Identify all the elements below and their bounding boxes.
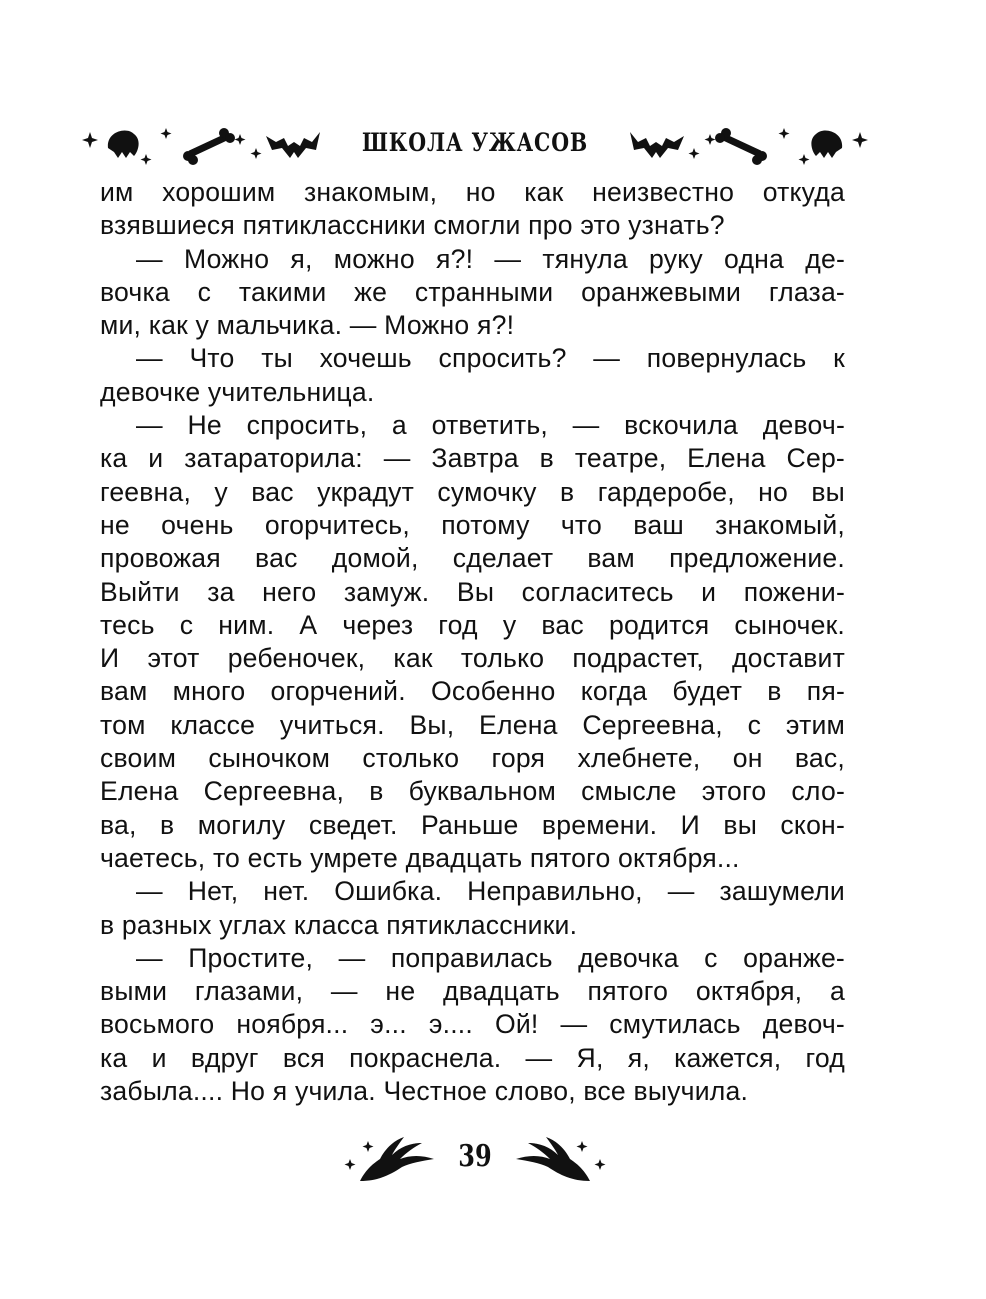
ghost-icon bbox=[108, 130, 139, 158]
header-right-ornament bbox=[625, 118, 870, 172]
text-line: выми глазами, — не двадцать пятого октября, а bbox=[100, 976, 845, 1007]
bat-icon bbox=[630, 132, 684, 158]
sparkle-icon bbox=[799, 154, 810, 165]
footer-right-ornament bbox=[505, 1129, 620, 1189]
sparkle-icon bbox=[577, 1141, 588, 1152]
ghost-icon bbox=[811, 130, 842, 158]
text-line: И этот ребеночек, как только подрастет, доставит bbox=[100, 643, 845, 674]
text-line: ми, как у мальчика. — Можно я?! bbox=[100, 310, 515, 341]
text-line: забыла.... Но я учила. Честное слово, все выучила. bbox=[100, 1076, 749, 1107]
text-line: Елена Сергеевна, в буквальном смысле этого сло- bbox=[100, 776, 845, 807]
text-line: — Не спросить, а ответить, — вскочила девоч- bbox=[136, 410, 845, 441]
sparkle-icon bbox=[141, 154, 152, 165]
text-line: взявшиеся пятиклассники смогли про это узнать? bbox=[100, 210, 725, 241]
bone-icon bbox=[715, 128, 767, 165]
running-header bbox=[80, 118, 870, 172]
book-title: ШКОЛА УЖАСОВ bbox=[361, 128, 589, 157]
text-line: ка и затараторила: — Завтра в театре, Елена Сер- bbox=[100, 443, 845, 474]
claw-hand-icon bbox=[516, 1137, 590, 1181]
text-line: чаетесь, то есть умрете двадцать пятого октября... bbox=[100, 842, 740, 873]
text-line: провожая вас домой, сделает вам предложение. bbox=[100, 543, 845, 574]
text-line: том классе учиться. Вы, Елена Сергеевна, с этим bbox=[100, 709, 845, 740]
sparkle-icon bbox=[779, 128, 790, 139]
sparkle-icon bbox=[82, 132, 98, 148]
text-line: вочка с такими же странными оранжевыми глаза- bbox=[100, 276, 845, 307]
sparkle-icon bbox=[595, 1159, 606, 1170]
text-line: девочке учительница. bbox=[100, 376, 375, 407]
text-line: не очень огорчитесь, потому что ваш знакомый, bbox=[100, 509, 845, 540]
text-line: ва, в могилу сведет. Раньше времени. И вы скон- bbox=[100, 809, 845, 840]
sparkle-icon bbox=[705, 134, 716, 145]
text-line: своим сыночком столько горя хлебнете, он вас, bbox=[100, 743, 845, 774]
text-line: в разных углах класса пятиклассники. bbox=[100, 909, 578, 940]
text-line: — Можно я, можно я?! — тянула руку одна де- bbox=[136, 243, 845, 274]
text-line: — Что ты хочешь спросить? — повернулась к bbox=[136, 343, 845, 374]
sparkle-icon bbox=[689, 148, 700, 159]
text-line: — Простите, — поправилась девочка с оранже- bbox=[136, 942, 845, 973]
text-line: геевна, у вас украдут сумочку в гардеробе, но вы bbox=[100, 476, 845, 507]
text-line: Выйти за него замуж. Вы согласитесь и пожени- bbox=[100, 576, 845, 607]
text-line: вам много огорчений. Особенно когда будет в пя- bbox=[100, 676, 845, 707]
text-line: — Нет, нет. Ошибка. Неправильно, — зашумели bbox=[136, 876, 845, 907]
text-line: восьмого ноября... э... э.... Ой! — смутилась девоч- bbox=[100, 1009, 845, 1040]
page-footer bbox=[330, 1125, 620, 1195]
sparkle-icon bbox=[852, 132, 868, 148]
body-text bbox=[100, 176, 845, 1108]
sparkle-icon bbox=[345, 1159, 356, 1170]
text-line: им хорошим знакомым, но как неизвестно откуда bbox=[100, 177, 845, 207]
text-line: тесь с ним. А через год у вас родится сыночек. bbox=[100, 609, 845, 640]
page-number: 39 bbox=[458, 1139, 492, 1174]
text-line: ка и вдруг вся покраснела. — Я, я, кажется, год bbox=[100, 1042, 845, 1073]
